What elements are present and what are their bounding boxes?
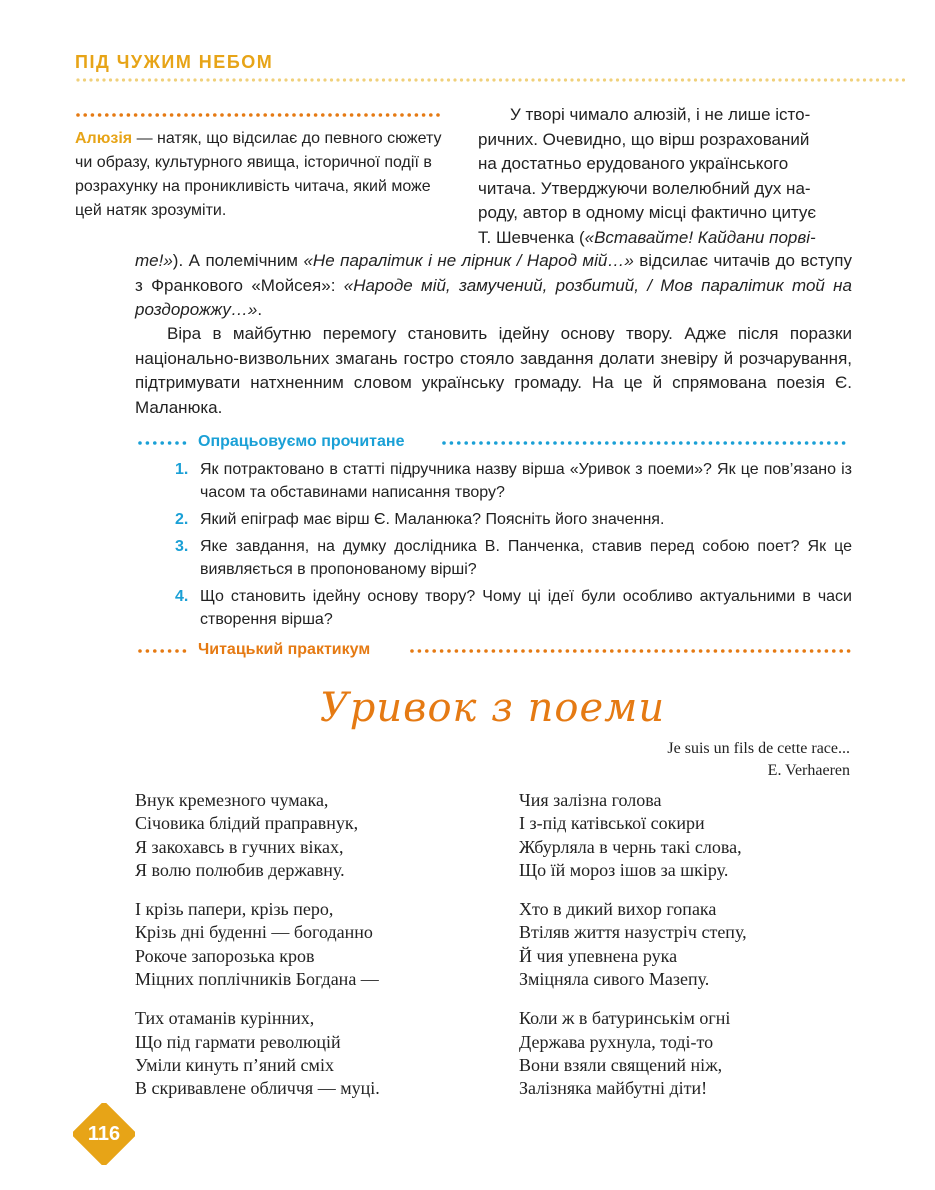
epigraph-quote: Je suis un fils de cette race... [667,740,850,757]
definition-text: — натяк, що відсилає до певного сюжету чи образу, культурного явища, історичної події в розрахунку на проникливість читача, який може цей натяк зрозуміти. [75,130,442,219]
review-question [175,585,852,631]
poem-line: Жбурляла в чернь такі слова, [519,836,742,857]
question-number: 2. [175,511,189,528]
poem-line: Міцних поплічників Богдана — [135,969,379,990]
poem-line: Що їй мороз ішов за шкіру. [519,859,729,880]
poem-stanza [135,1007,380,1100]
header-dotted-rule [75,77,905,83]
definition-term: Алюзія [75,130,133,147]
poem-stanza [519,789,747,882]
question-number: 4. [175,588,189,605]
poem-line: Держава рухнула, тоді-то [519,1031,714,1052]
article-paragraph-1 [478,103,852,250]
franko-quote: «Народе мій, замучений, розбитий, / Мов паралітик той на роздорожжу…» [135,275,852,319]
poem-stanza [135,789,380,882]
article-line: У творі чимало алюзій, і не лише істо- [510,105,811,124]
article-text: відсилає читачів до вступу з Франкового «Мойсея»: [135,251,852,295]
poem-right-column [519,789,747,1117]
poem-stanza [519,898,747,991]
poem-epigraph [667,738,850,782]
article-paragraph-2: Віра в майбутню перемогу становить ідейну основу твору. Адже після поразки національно-визвольних змагань гостро стояло завдання долати зневіру й розчарування, підтримувати натхненним словом українську громаду. На це й спрямована поезія Є. Маланюка. [135,324,852,417]
epigraph-author: E. Verhaeren [767,762,850,779]
poem-line: В скривавлене обличчя — муці. [135,1078,380,1099]
poem-line: Крізь дні буденні — богоданно [135,922,373,943]
sidebar-dotted-rule [75,112,445,118]
question-text: Який епіграф має вірш Є. Маланюка? Поясніть його значення. [200,511,665,528]
review-question [175,535,852,581]
question-text: Як потрактовано в статті підручника назву вірша «Уривок з поеми»? Як це пов’язано із часом та обставинами написання твору? [200,461,852,501]
poem-line: Рокоче запорозька кров [135,945,315,966]
poem-line: Що під гармати революцій [135,1031,341,1052]
shevchenko-quote-end: те!» [135,251,173,270]
poem-stanza [135,898,380,991]
poem-line: Залізняка майбутні діти! [519,1078,708,1099]
poem-title: Уривок з поеми [319,685,666,731]
question-number: 1. [175,461,189,478]
sidebar-definition [75,127,445,223]
article-text: Т. Шевченка ( [478,227,585,247]
poem-line: Вони взяли священий ніж, [519,1054,723,1075]
review-question [175,508,852,531]
poem-line: Тих отаманів курінних, [135,1008,315,1029]
article-line: читача. Утверджуючи волелюбний дух на- [478,178,811,198]
poem-stanza [519,1007,747,1100]
poem-line: Хто в дикий вихор гопака [519,899,717,920]
poem-line: Зміцняла сивого Мазепу. [519,969,710,990]
poem-line: Коли ж в батуринськім огні [519,1008,731,1029]
poem-line: Уміли кинуть п’яний сміх [135,1054,334,1075]
article-paragraph-1-continuation [135,249,852,323]
article-text: ). А полемічним [172,251,304,270]
practicum-dots-right [409,648,852,654]
poem-line: Втіляв життя назустріч степу, [519,922,747,943]
page-number: 116 [87,1123,121,1145]
question-number: 3. [175,538,189,555]
review-dots-right [441,440,852,446]
review-question-list [175,458,852,635]
article-text: . [257,300,263,319]
review-section-title: Опрацьовуємо прочитане [198,433,405,450]
polemic-quote: «Не паралітик і не лірник / Народ мій…» [303,251,634,270]
practicum-dots-left [137,648,189,654]
poem-line: Січовика блідий праправнук, [135,813,359,834]
article-line [478,226,852,251]
article-line: роду, автор в одному місці фактично цитує [478,203,817,222]
poem-line: І крізь папери, крізь перо, [135,899,334,920]
poem-line: Й чия упевнена рука [519,945,678,966]
poem-line: Внук кремезного чумака, [135,790,329,810]
review-question [175,458,852,504]
practicum-section-title: Читацький практикум [198,641,371,658]
question-text: Що становить ідейну основу твору? Чому ці ідеї були особливо актуальними в часи створення вірша? [200,588,852,628]
article-line: на достатньо ерудованого українського [478,154,789,173]
question-text: Яке завдання, на думку дослідника В. Панченка, ставив перед собою поет? Як це виявляється в пропонованому вірші? [200,538,852,578]
review-dots-left [137,440,189,446]
poem-left-column [135,789,380,1117]
shevchenko-quote: «Вставайте! Кайдани порві- [584,227,816,247]
page-number-badge [73,1103,135,1165]
poem-line: Чия залізна голова [519,790,662,810]
running-header-title: ПІД ЧУЖИМ НЕБОМ [75,52,274,72]
poem-line: Я закохавсь в гучних віках, [135,836,344,857]
poem-line: Я волю полюбив державну. [135,859,345,880]
article-line: ричних. Очевидно, що вірш розрахований [478,129,810,149]
poem-line: І з-під катівської сокири [519,813,705,834]
